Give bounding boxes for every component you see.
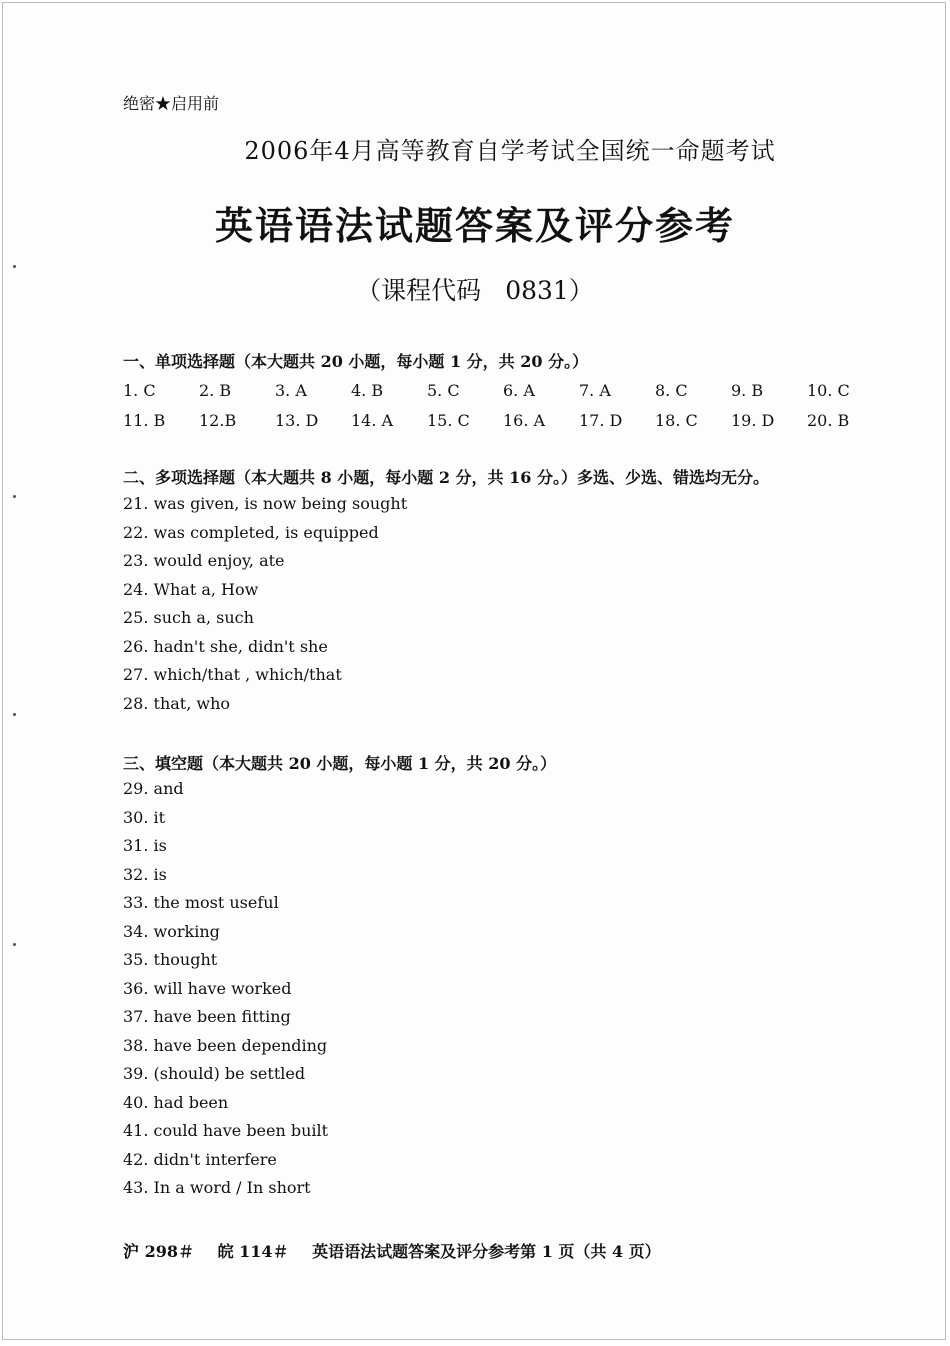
footer-page-info: 英语语法试题答案及评分参考第 1 页（共 4 页） [312,1242,661,1261]
answer-cell: 17. D [579,410,623,430]
list-item: 38. have been depending [123,1035,328,1055]
footer-code-1: 沪 298＃ [123,1242,194,1261]
list-item: 31. is [123,836,167,855]
list-item: 28. that, who [123,693,231,713]
list-item: 32. is [123,864,167,884]
list-item: 35. thought [123,950,218,969]
answer-cell: 5. C [427,380,460,400]
answer-cell: 6. A [503,380,535,400]
answer-cell: 16. A [503,410,546,430]
list-item: 43. In a word / In short [123,1178,311,1197]
answer-cell: 19. D [731,410,775,430]
answer-cell: 1. C [123,380,156,400]
answer-row [123,405,883,435]
answer-cell: 4. B [351,380,384,400]
confidential-label: 绝密★启用前 [123,94,220,113]
scan-speck [13,265,16,268]
answer-row [123,375,883,405]
single-choice-heading: 一、单项选择题（本大题共 20 小题，每小题 1 分，共 20 分。） [123,352,589,371]
answer-cell: 12.B [199,410,237,430]
answer-cell: 14. A [351,410,394,430]
answer-cell: 10. C [807,380,850,400]
multi-choice-heading: 二、多项选择题（本大题共 8 小题，每小题 2 分，共 16 分。）多选、少选、错选均无分。 [123,468,769,487]
answer-cell: 8. C [655,380,688,400]
list-item: 37. have been fitting [123,1007,291,1026]
answer-cell: 2. B [199,380,232,400]
page-footer [123,1239,679,1262]
answer-cell: 13. D [275,410,319,430]
list-item: 22. was completed, is equipped [123,522,379,542]
list-item: 40. had been [123,1092,229,1112]
answer-cell: 7. A [579,380,611,400]
fill-blank-heading: 三、填空题（本大题共 20 小题，每小题 1 分，共 20 分。） [123,754,557,773]
document-title: 英语语法试题答案及评分参考 [214,203,735,248]
footer-code-2: 皖 114＃ [217,1242,289,1261]
answer-cell: 18. C [655,410,698,430]
list-item: 33. the most useful [123,893,279,912]
scan-speck [13,495,16,498]
course-code-label: （课程代码 [356,276,482,305]
list-item: 42. didn't interfere [123,1149,277,1169]
answer-cell: 20. B [807,410,850,430]
answer-cell: 9. B [731,380,764,400]
list-item: 36. will have worked [123,978,292,998]
list-item: 23. would enjoy, ate [123,551,285,570]
exam-title: 2006年4月高等教育自学考试全国统一命题考试 [244,137,776,165]
answer-cell: 11. B [123,410,166,430]
scan-speck [13,943,16,946]
multi-choice-answer-list [123,490,407,718]
list-item: 34. working [123,921,220,941]
list-item: 27. which/that , which/that [123,665,342,684]
document-page [2,2,946,1340]
single-choice-answer-grid [123,375,883,435]
answer-cell: 3. A [275,380,307,400]
list-item: 25. such a, such [123,608,254,627]
list-item: 30. it [123,807,166,827]
list-item: 41. could have been built [123,1121,329,1140]
course-code [3,271,946,307]
course-code-value: 0831） [505,276,594,305]
list-item: 24. What a, How [123,579,259,599]
list-item: 26. hadn't she, didn't she [123,636,328,656]
scan-speck [13,713,16,716]
fill-blank-answer-list [123,775,328,1203]
list-item: 21. was given, is now being sought [123,494,408,513]
list-item: 29. and [123,779,184,798]
list-item: 39. (should) be settled [123,1064,306,1083]
answer-cell: 15. C [427,410,470,430]
